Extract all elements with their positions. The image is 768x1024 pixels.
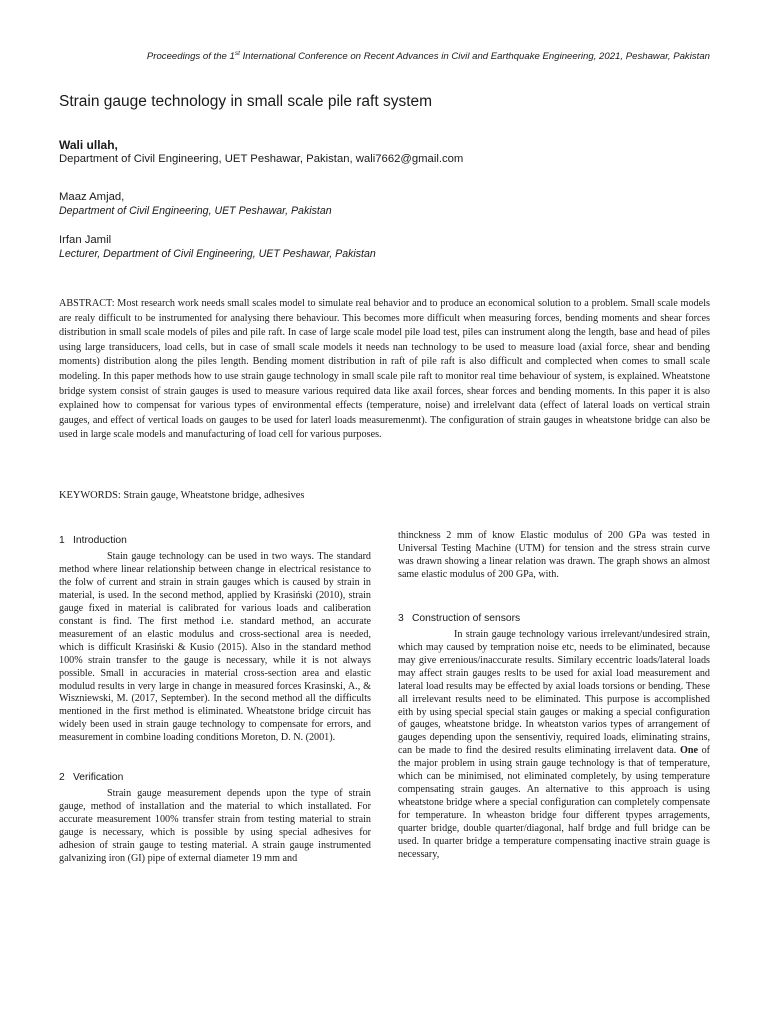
left-column	[59, 534, 371, 866]
header-text-pre: Proceedings of the 1	[146, 51, 235, 63]
section-heading-introduction	[59, 534, 371, 548]
abstract: ABSTRACT: Most research work needs small scales model to simulate real behavior and to produce an economical solution to a problem. Small scale models are realy difficult to be instrumented for analysing there behaviour. This becomes more difficult when measuring forces, bending moments and shear forces distribution in small scale models of piles and pile raft. In case of large scale model pile load test, piles can instrument along the length, base and head of piles using large transiducers, load cells, but in case of small scale models it needs nan technology to be used to measure load (axial force, shear and bending moments) distribution along the piles length. Bending moment distribution in raft of pile raft is also difficult and complected when comes to small scale modeling. In this paper methods how to use strain gauge technology in small scale pile raft to monitor real time behaviour of system, is explained. Wheatstone bridge system consist of strain gauges is used to measure various required data like axail forces, shear forces and bending moments. In this paper it is also explained how to compensat for various types of environmental effects (temperature, noise) and irrelelvant data (effect of lateral loads on vertical strain gauges, and effect of vertical loads on gauges to be used for laterl loads measuremenmt). The configuration of strain gauges in wheatstone bridge can also be used in large scale models and manufacturing of load cell for various purposes.	[59, 298, 710, 441]
author-3	[59, 233, 376, 262]
header-ordinal-suffix: st	[234, 50, 240, 57]
author-1	[59, 138, 463, 167]
author-2	[59, 190, 332, 219]
verification-paragraph: Strain gauge measurement depends upon the type of strain gauge, method of installation and the material to which installated. For accurate measurement 100% transfer strain from testing material to strain gauge is necessary, which is possible by using special adhesives for adhesion of strain gauge to testing material. A strain gauge instrumented galvanizing iron (GI) pipe of external diameter 19 mm and	[59, 788, 371, 865]
section-heading-construction	[398, 612, 710, 626]
section-number: 3	[398, 612, 404, 624]
construction-bold-word: One	[679, 745, 698, 757]
section-number: 2	[59, 772, 65, 784]
construction-text-part-1: In strain gauge technology various irrelevant/undesired strain, which may caused by tempration noise etc, needs to be eliminated, because may give errenious/inaccurate results. Similary eccentric loads/lateral loads may affect strain gauges reslts to be used for axial load measurement and lateral load results may be effected by axial loads torsions or bending. These all irrelevant results need to be eliminated. This purpose is accomplished eith by using special special stain gauges or making a special configuration of gauges, wheatstone bridge. In wheatston varios types of arrangement of gauges depending upon the sensentiviy, required loads, eliminating strains, can be made to find the desired results eliminating irrelavent data.	[398, 628, 710, 757]
verification-paragraph-continued: thinckness 2 mm of know Elastic modulus of 200 GPa was tested in Universal Testing Machine (UTM) for tension and the stress strain curve was drawn showing a linear relation was drawn. The graph shows an almost same elastic modulus of 200 GPa, with.	[398, 530, 710, 580]
section-title: Construction of sensors	[412, 612, 521, 624]
author-2-name: Maaz Amjad,	[59, 191, 125, 203]
construction-text-part-2: of the major problem in using strain gauge technology is that of temperature, which can be minimised, not eliminated completely, by using temperature compensating strain gauges. An alternative to this approach is using wheatstone bridge where a special configuration can completely compensate for temperature. In wheaston bridge four different tpypes arragements, quarter bridge, double quarter/diagonal, half brdge and full bridge can be used. In quarter bridge a temperature compensating inactive strain guage is necessary,	[398, 745, 711, 861]
header-text-post: International Conference on Recent Advances in Civil and Earthquake Engineering, 2021, Peshawar, Pakistan	[239, 51, 710, 63]
keywords: KEYWORDS: Strain gauge, Wheatstone bridge, adhesives	[59, 490, 305, 501]
section-title: Verification	[73, 772, 124, 784]
section-heading-verification	[59, 771, 371, 785]
introduction-paragraph: Stain gauge technology can be used in two ways. The standard method where linear relationship between change in electrical resistance to the folw of current and strain in strain gauges which is caused by strain in material, is used. In the second method, applied by Krasiński (2010), strain gauge fixed in material is calibrated for various loads and caliberation constant is find. The first method i.e. standard method, an accurate measurement of an elastic modulus and cross-sectional area is needed, which is difficult Krasiński & Kusio (2015). Also in the standard method 100% strain transfer to the gauge is necessary, while it is not always possible. Small in accuracies in material cross-section area and elastic modulud results in very large in change in measured forces Krasinski, A., & Wiszniewski, M. (2017, September). In the second method all the difficults mentioned in the first method is eliminated. Wheatstone bridge circuit has widely been used in strain gauge technology to compensate for errors, and measurement in combine loading conditions Moreton, D. N. (2001).	[59, 551, 371, 744]
section-number: 1	[59, 535, 65, 546]
author-2-affiliation: Department of Civil Engineering, UET Peshawar, Pakistan	[59, 205, 332, 217]
page-header	[60, 50, 710, 62]
paper-title: Strain gauge technology in small scale pile raft system	[59, 93, 433, 110]
construction-paragraph	[398, 629, 710, 862]
section-title: Introduction	[73, 535, 127, 546]
author-3-affiliation: Lecturer, Department of Civil Engineering, UET Peshawar, Pakistan	[59, 248, 376, 260]
right-column	[398, 530, 710, 862]
author-3-name: Irfan Jamil	[59, 234, 112, 246]
author-1-name: Wali ullah,	[59, 138, 118, 152]
author-1-affiliation: Department of Civil Engineering, UET Peshawar, Pakistan, wali7662@gmail.com	[59, 153, 464, 165]
